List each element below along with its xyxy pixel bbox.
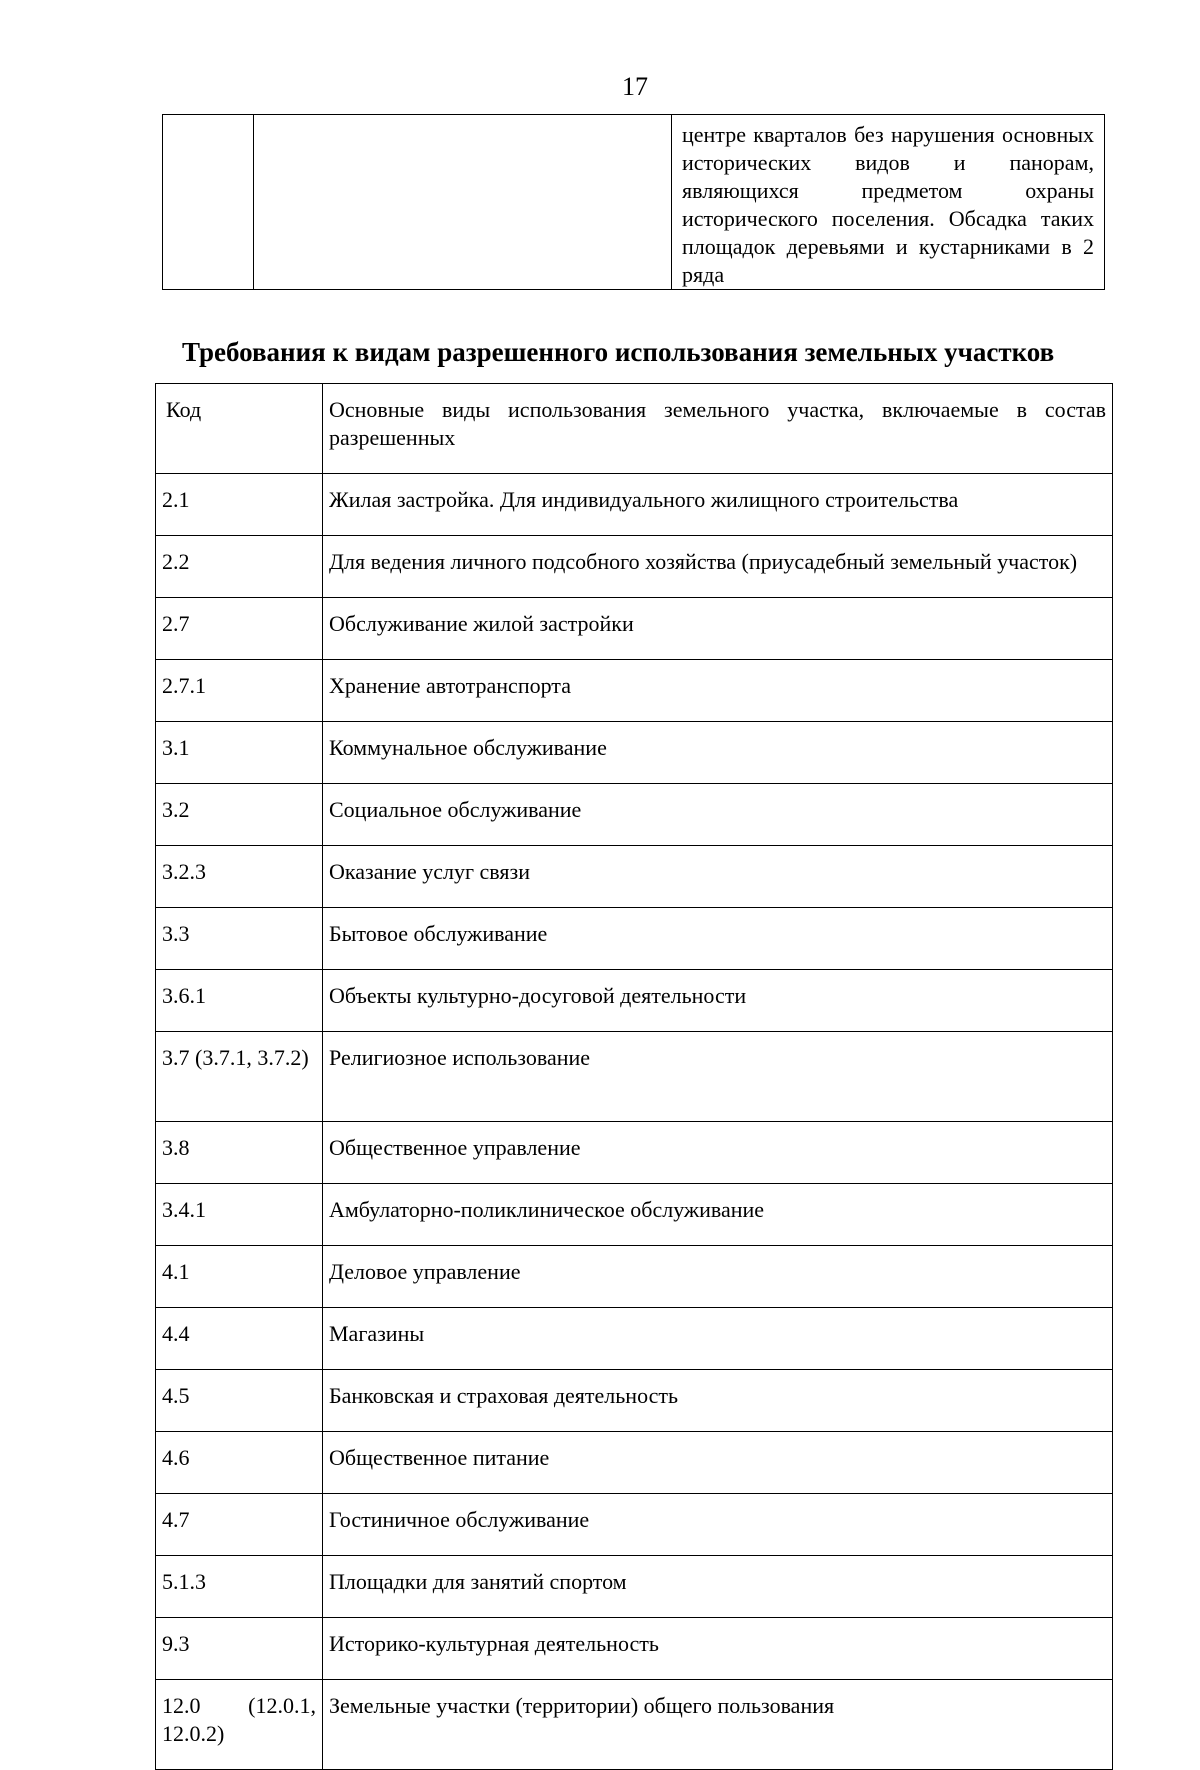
- row-code: 9.3: [156, 1618, 323, 1680]
- table-row: [156, 474, 1113, 536]
- row-description: Магазины: [323, 1308, 1113, 1370]
- row-description: Площадки для занятий спортом: [323, 1556, 1113, 1618]
- table-row: [156, 846, 1113, 908]
- section-title: Требования к видам разрешенного использования земельных участков: [182, 337, 1055, 367]
- row-code: 3.3: [156, 908, 323, 970]
- row-code: 5.1.3: [156, 1556, 323, 1618]
- row-description: Оказание услуг связи: [323, 846, 1113, 908]
- table-row: [156, 784, 1113, 846]
- row-description: Жилая застройка. Для индивидуального жилищного строительства: [323, 474, 1113, 536]
- table-row: [156, 722, 1113, 784]
- table-row: [156, 1494, 1113, 1556]
- row-code: 2.2: [156, 536, 323, 598]
- table-header-row: [156, 384, 1113, 474]
- continuation-empty-cell: [163, 115, 254, 290]
- table-row: [156, 536, 1113, 598]
- table-row: [156, 1032, 1113, 1122]
- page-number: 17: [622, 72, 648, 101]
- row-code: 2.7.1: [156, 660, 323, 722]
- continuation-table: [162, 114, 1105, 290]
- table-row: [156, 1370, 1113, 1432]
- row-code: 3.8: [156, 1122, 323, 1184]
- row-description: Обслуживание жилой застройки: [323, 598, 1113, 660]
- row-code: 12.0 (12.0.1, 12.0.2): [156, 1680, 323, 1770]
- table-row: [156, 1432, 1113, 1494]
- land-use-table: [155, 383, 1113, 1770]
- row-code: 4.7: [156, 1494, 323, 1556]
- header-code: Код: [156, 384, 323, 474]
- row-description: Бытовое обслуживание: [323, 908, 1113, 970]
- row-code: 3.2: [156, 784, 323, 846]
- table-row: [156, 1680, 1113, 1770]
- row-code: 4.4: [156, 1308, 323, 1370]
- row-description: Религиозное использование: [323, 1032, 1113, 1122]
- row-code: 3.6.1: [156, 970, 323, 1032]
- row-description: Для ведения личного подсобного хозяйства (приусадебный земельный участок): [323, 536, 1113, 598]
- table-row: [156, 1618, 1113, 1680]
- continuation-empty-cell: [254, 115, 672, 290]
- row-description: Общественное питание: [323, 1432, 1113, 1494]
- row-description: Деловое управление: [323, 1246, 1113, 1308]
- row-code: 2.7: [156, 598, 323, 660]
- table-row: [156, 908, 1113, 970]
- table-row: [156, 970, 1113, 1032]
- continuation-row: [163, 115, 1105, 290]
- row-code: 4.1: [156, 1246, 323, 1308]
- row-description: Земельные участки (территории) общего пользования: [323, 1680, 1113, 1770]
- continuation-text-cell: [672, 115, 1105, 290]
- row-code: 3.7 (3.7.1, 3.7.2): [156, 1032, 323, 1122]
- row-description: Амбулаторно-поликлиническое обслуживание: [323, 1184, 1113, 1246]
- row-description: Банковская и страховая деятельность: [323, 1370, 1113, 1432]
- row-description: Историко-культурная деятельность: [323, 1618, 1113, 1680]
- continuation-text: центре кварталов без нарушения основных исторических видов и панорам, являющихся предметом охраны исторического поселения. Обсадка таких площадок деревьями и кустарниками в 2 ряда: [682, 122, 1094, 287]
- table-row: [156, 1246, 1113, 1308]
- table-row: [156, 1556, 1113, 1618]
- row-code: 3.2.3: [156, 846, 323, 908]
- row-code: 4.6: [156, 1432, 323, 1494]
- table-row: [156, 1122, 1113, 1184]
- table-row: [156, 660, 1113, 722]
- row-code: 3.1: [156, 722, 323, 784]
- row-code: 4.5: [156, 1370, 323, 1432]
- row-description: Социальное обслуживание: [323, 784, 1113, 846]
- table-row: [156, 1184, 1113, 1246]
- row-description: Хранение автотранспорта: [323, 660, 1113, 722]
- table-row: [156, 598, 1113, 660]
- row-code: 2.1: [156, 474, 323, 536]
- header-description: Основные виды использования земельного участка, включаемые в состав разрешенных: [323, 384, 1113, 474]
- row-description: Объекты культурно-досуговой деятельности: [323, 970, 1113, 1032]
- table-row: [156, 1308, 1113, 1370]
- row-description: Коммунальное обслуживание: [323, 722, 1113, 784]
- row-code: 3.4.1: [156, 1184, 323, 1246]
- row-description: Гостиничное обслуживание: [323, 1494, 1113, 1556]
- row-description: Общественное управление: [323, 1122, 1113, 1184]
